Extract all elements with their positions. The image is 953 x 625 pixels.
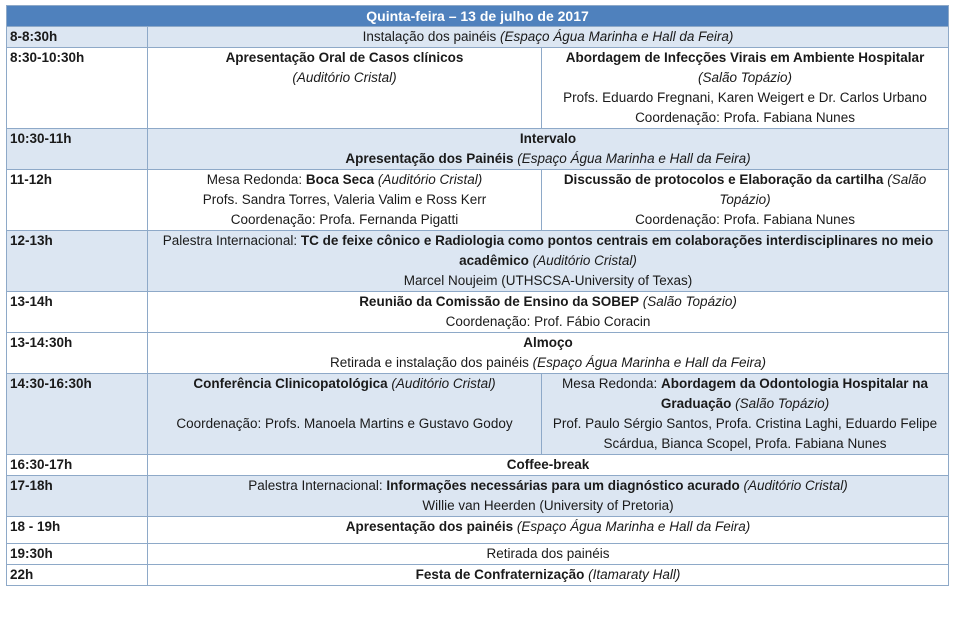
time-cell: 13-14h xyxy=(7,292,148,333)
table-row xyxy=(7,292,949,333)
table-row xyxy=(7,27,949,48)
time-cell: 13-14:30h xyxy=(7,333,148,374)
table-row xyxy=(7,455,949,476)
event-location: (Auditório Cristal) xyxy=(743,478,848,493)
table-row xyxy=(7,544,949,565)
event-prefix: Mesa Redonda: xyxy=(206,172,303,187)
event-cell xyxy=(148,231,949,292)
event-cell-right xyxy=(542,374,949,455)
time-cell: 18 - 19h xyxy=(7,517,148,544)
event-cell xyxy=(148,292,949,333)
day-title: Quinta-feira – 13 de julho de 2017 xyxy=(7,6,949,27)
event-title: Festa de Confraternização xyxy=(415,567,585,582)
table-row xyxy=(7,517,949,544)
event-title: Almoço xyxy=(523,335,573,350)
event-title: Apresentação dos painéis xyxy=(345,519,514,534)
event-cell-right xyxy=(542,48,949,129)
spacer xyxy=(151,394,538,414)
event-cell-left xyxy=(148,48,542,129)
event-coordination: Coordenação: Profa. Fernanda Pigatti xyxy=(230,212,459,227)
time-cell: 19:30h xyxy=(7,544,148,565)
event-subtitle: Apresentação dos Painéis xyxy=(345,151,514,166)
event-location: (Espaço Água Marinha e Hall da Feira) xyxy=(500,29,734,44)
event-text: Instalação dos painéis xyxy=(362,29,497,44)
event-cell xyxy=(148,476,949,517)
event-location: (Espaço Água Marinha e Hall da Feira) xyxy=(517,151,751,166)
event-location: (Espaço Água Marinha e Hall da Feira) xyxy=(516,519,751,534)
event-title: Abordagem da Odontologia Hospitalar na Graduação xyxy=(660,376,929,411)
time-cell: 16:30-17h xyxy=(7,455,148,476)
event-coordination: Coordenação: Profa. Fabiana Nunes xyxy=(635,212,855,227)
event-cell-left xyxy=(148,374,542,455)
event-cell-right xyxy=(542,170,949,231)
event-coordination: Coordenação: Profa. Fabiana Nunes xyxy=(635,110,855,125)
time-cell: 8:30-10:30h xyxy=(7,48,148,129)
event-coordination: Coordenação: Profs. Manoela Martins e Gustavo Godoy xyxy=(176,416,513,431)
table-row xyxy=(7,170,949,231)
table-row xyxy=(7,231,949,292)
event-title: Abordagem de Infecções Virais em Ambiente Hospitalar xyxy=(565,50,925,65)
time-cell: 8-8:30h xyxy=(7,27,148,48)
event-title: Intervalo xyxy=(519,131,577,146)
event-title: TC de feixe cônico e Radiologia como pontos centrais em colaborações interdisciplinares no meio acadêmico xyxy=(300,233,934,268)
event-title: Apresentação Oral de Casos clínicos xyxy=(225,50,464,65)
event-cell xyxy=(148,517,949,544)
time-cell: 12-13h xyxy=(7,231,148,292)
event-prefix: Palestra Internacional: xyxy=(248,478,383,493)
event-speakers: Profs. Eduardo Fregnani, Karen Weigert e Dr. Carlos Urbano xyxy=(563,90,927,105)
table-row xyxy=(7,48,949,129)
event-cell xyxy=(148,129,949,170)
event-location: (Itamaraty Hall) xyxy=(588,567,681,582)
time-cell: 22h xyxy=(7,565,148,586)
schedule-table xyxy=(6,5,949,586)
time-cell: 17-18h xyxy=(7,476,148,517)
event-cell xyxy=(148,27,949,48)
event-coordination: Coordenação: Prof. Fábio Coracin xyxy=(445,314,651,329)
event-location: (Auditório Cristal) xyxy=(391,376,496,391)
event-title: Coffee-break xyxy=(148,455,949,476)
event-title: Discussão de protocolos e Elaboração da cartilha xyxy=(563,172,884,187)
event-location: (Salão Topázio) xyxy=(735,396,830,411)
event-cell-left xyxy=(148,170,542,231)
time-cell: 10:30-11h xyxy=(7,129,148,170)
event-title: Conferência Clinicopatológica xyxy=(193,376,388,391)
event-location: (Espaço Água Marinha e Hall da Feira) xyxy=(532,355,767,370)
event-speakers: Prof. Paulo Sérgio Santos, Profa. Cristina Laghi, Eduardo Felipe Scárdua, Bianca Scopel, Profa. Fabiana Nunes xyxy=(552,416,938,451)
event-subtitle: Retirada e instalação dos painéis xyxy=(330,355,529,370)
event-title: Reunião da Comissão de Ensino da SOBEP xyxy=(359,294,639,309)
event-speakers: Profs. Sandra Torres, Valeria Valim e Ross Kerr xyxy=(202,192,487,207)
table-row xyxy=(7,333,949,374)
event-cell xyxy=(148,565,949,586)
event-speaker: Marcel Noujeim (UTHSCSA-University of Texas) xyxy=(403,273,693,288)
event-location: (Salão Topázio) xyxy=(642,294,737,309)
event-location: (Auditório Cristal) xyxy=(377,172,483,187)
event-title: Boca Seca xyxy=(305,172,375,187)
event-cell xyxy=(148,333,949,374)
table-row xyxy=(7,129,949,170)
event-location: (Auditório Cristal) xyxy=(292,70,397,85)
event-location: (Auditório Cristal) xyxy=(532,253,637,268)
event-title: Informações necessárias para um diagnóstico acurado xyxy=(386,478,740,493)
event-speaker: Willie van Heerden (University of Pretoria) xyxy=(422,498,674,513)
table-row xyxy=(7,374,949,455)
time-cell: 14:30-16:30h xyxy=(7,374,148,455)
event-location: (Salão Topázio) xyxy=(719,172,927,207)
event-location: (Salão Topázio) xyxy=(697,70,793,85)
header-row xyxy=(7,6,949,27)
time-cell: 11-12h xyxy=(7,170,148,231)
table-row xyxy=(7,565,949,586)
event-text: Retirada dos painéis xyxy=(148,544,949,565)
table-row xyxy=(7,476,949,517)
event-prefix: Mesa Redonda: xyxy=(561,376,658,391)
event-prefix: Palestra Internacional: xyxy=(162,233,298,248)
